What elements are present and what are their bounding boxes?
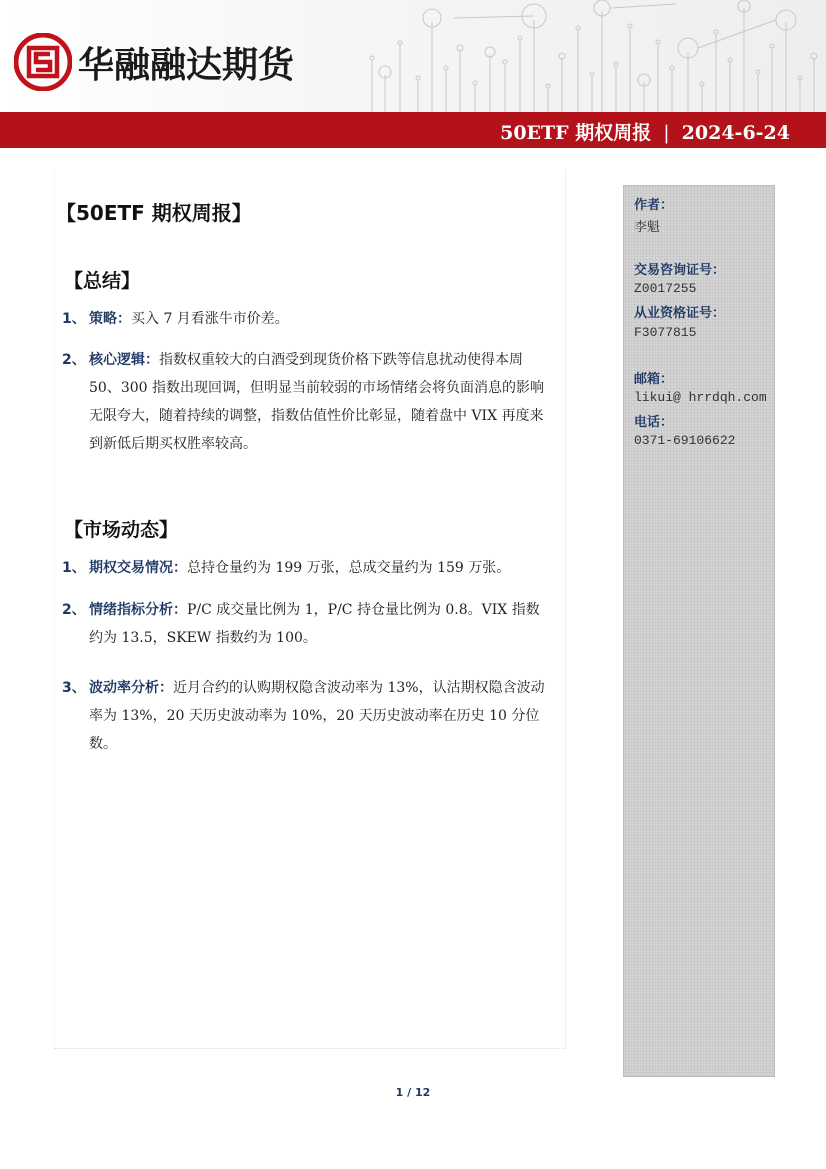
- phone-label: 电话：: [634, 415, 674, 430]
- item-label: 情绪指标分析：: [89, 602, 187, 618]
- item-text: 买入 7 月看涨牛市价差。: [131, 311, 289, 327]
- company-logo: [14, 33, 294, 91]
- market-item-trading: [62, 554, 552, 582]
- report-banner-title: 50ETF 期权周报: [500, 122, 652, 144]
- qualification-cert-label: 从业资格证号：: [634, 306, 726, 321]
- summary-item-logic: [62, 346, 552, 458]
- item-label: 策略：: [89, 311, 131, 327]
- company-name: 华融融达期货: [78, 44, 295, 86]
- item-text: P/C 成交量比例为 1，P/C 持仓量比例为 0.8。VIX 指数约为 13.5，SKEW 指数约为 100。: [89, 602, 540, 646]
- document-title: 【50ETF 期权周报】: [56, 201, 252, 225]
- email-label: 邮箱：: [634, 372, 674, 387]
- report-date: 2024-6-24: [681, 122, 790, 144]
- summary-heading: 【总结】: [64, 270, 141, 292]
- company-logo-icon: [14, 33, 72, 91]
- report-banner: [500, 118, 790, 145]
- consult-cert-number: Z0017255: [634, 281, 697, 296]
- page-number: 1 / 12: [395, 1086, 431, 1099]
- item-number: 1、: [62, 311, 86, 327]
- item-text: 总持仓量约为 199 万张，总成交量约为 159 万张。: [187, 560, 511, 576]
- item-number: 2、: [62, 602, 86, 618]
- item-label: 波动率分析：: [89, 680, 173, 696]
- author-name: 李魁: [634, 220, 661, 235]
- summary-item-strategy: [62, 305, 552, 333]
- banner-separator: |: [663, 122, 670, 144]
- author-label: 作者：: [634, 198, 674, 213]
- item-label: 期权交易情况：: [89, 560, 187, 576]
- item-label: 核心逻辑：: [89, 352, 159, 368]
- phone-number: 0371-69106622: [634, 433, 736, 448]
- qualification-cert-number: F3077815: [634, 325, 697, 340]
- item-number: 1、: [62, 560, 86, 576]
- item-number: 3、: [62, 680, 86, 696]
- item-text: 近月合约的认购期权隐含波动率为 13%，认沽期权隐含波动率为 13%，20 天历史波动率为 10%，20 天历史波动率在历史 10 分位数。: [89, 680, 545, 752]
- item-number: 2、: [62, 352, 86, 368]
- market-item-volatility: [62, 674, 552, 758]
- market-item-sentiment: [62, 596, 552, 652]
- email-address[interactable]: likui@ hrrdqh.com: [634, 390, 767, 405]
- market-heading: 【市场动态】: [64, 519, 179, 541]
- item-text: 指数权重较大的白酒受到现货价格下跌等信息扰动使得本周 50、300 指数出现回调，但明显当前较弱的市场情绪会将负面消息的影响无限夸大，随着持续的调整，指数估值性价比彰显，随着盘中 VIX 再度来到新低后期买权胜率较高。: [89, 352, 544, 452]
- consult-cert-label: 交易咨询证号：: [634, 263, 726, 278]
